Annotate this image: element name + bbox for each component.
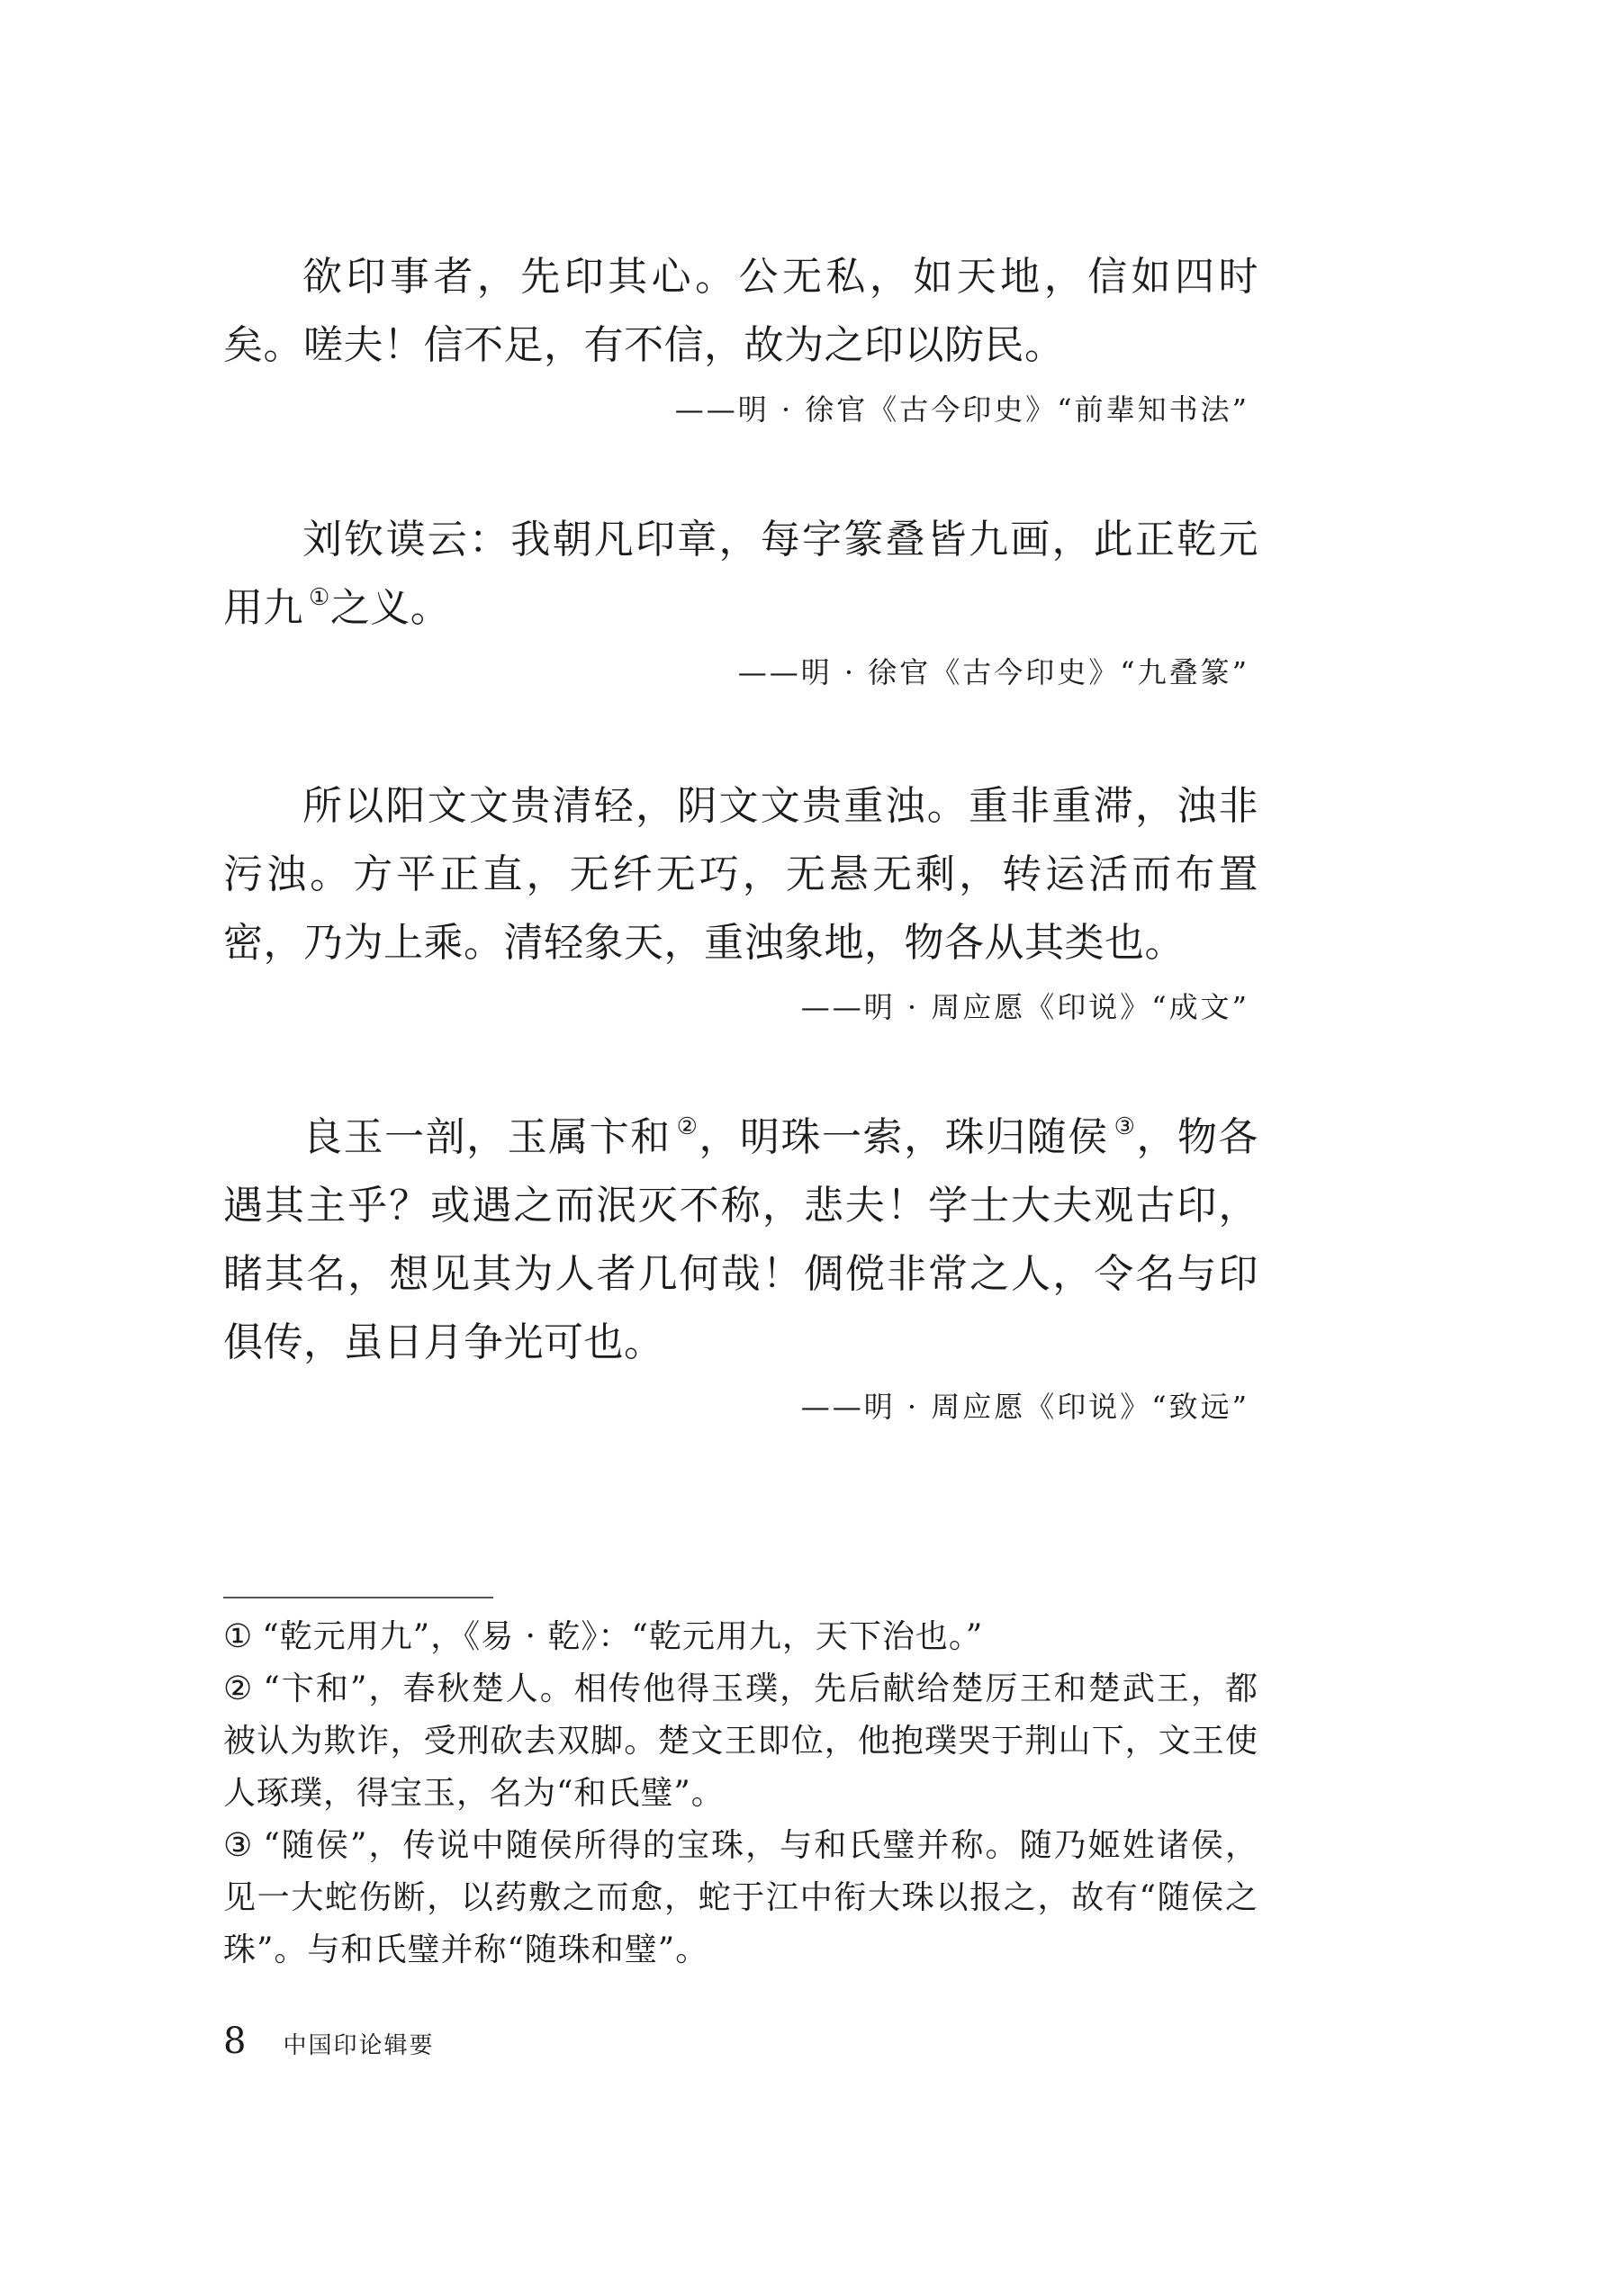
page-footer: [223, 2021, 435, 2062]
quote-text: 所以阳文文贵清轻，阴文文贵重浊。重非重滞，浊非污浊。方平正直，无纤无巧，无悬无剩，转运活而布置密，乃为上乘。清轻象天，重浊象地，物各从其类也。: [223, 783, 1258, 966]
quote-text: 欲印事者，先印其心。公无私，如天地，信如四时矣。嗟夫！信不足，有不信，故为之印以防民。: [223, 254, 1258, 368]
footnote-1: [223, 1611, 1258, 1663]
quote-text-part: 之义。: [329, 585, 451, 631]
quote-4: [223, 1103, 1258, 1426]
footnote-reference: ②: [676, 1113, 699, 1140]
quote-text: [223, 1103, 1258, 1377]
footnote-reference: ③: [1114, 1113, 1137, 1140]
quote-2: [223, 506, 1258, 691]
quote-source: ——明 · 周应愿《印说》“成文”: [800, 990, 1249, 1024]
quote-source: ——明 · 徐官《古今印史》“九叠篆”: [737, 655, 1249, 689]
quote-1: [223, 243, 1258, 428]
footnote-3: [223, 1820, 1258, 1976]
quote-text: [223, 506, 1258, 643]
footnote-text: “乾元用九”，《易 · 乾》：“乾元用九，天下治也。”: [262, 1618, 984, 1655]
footnote-mark: ③: [223, 1827, 255, 1864]
footnote-reference: ①: [309, 584, 330, 611]
quote-text-part: ，明珠一索，珠归随侯: [699, 1114, 1109, 1160]
footnote-2: [223, 1663, 1258, 1820]
quote-3: [223, 772, 1258, 1026]
footnotes: [223, 1611, 1258, 1976]
footnote-mark: ②: [223, 1670, 255, 1707]
running-title: 中国印论辑要: [283, 2032, 435, 2059]
footnote-divider: [223, 1597, 493, 1598]
quote-text-part: 刘钦谟云：我朝凡印章，每字篆叠皆九画，此正乾元用九: [223, 517, 1258, 631]
page-number: 8: [223, 2021, 247, 2062]
quote-source: ——明 · 周应愿《印说》“致远”: [800, 1390, 1249, 1424]
footnote-text: “卞和”，春秋楚人。相传他得玉璞，先后献给楚厉王和楚武王，都被认为欺诈，受刑砍去双脚。楚文王即位，他抱璞哭于荆山下，文王使人琢璞，得宝玉，名为“和氏璧”。: [223, 1670, 1258, 1812]
quote-source: ——明 · 徐官《古今印史》“前辈知书法”: [674, 392, 1249, 427]
footnote-mark: ①: [223, 1618, 254, 1655]
quote-text-part: ，物各遇其主乎？或遇之而泯灭不称，悲夫！学士大夫观古印，睹其名，想见其为人者几何哉！倜傥非常之人，令名与印俱传，虽日月争光可也。: [223, 1114, 1259, 1365]
quote-text-part: 良玉一剖，玉属卞和: [302, 1114, 672, 1160]
footnote-text: “随侯”，传说中随侯所得的宝珠，与和氏璧并称。随乃姬姓诸侯，见一大蛇伤断，以药敷之而愈，蛇于江中衔大珠以报之，故有“随侯之珠”。与和氏璧并称“随珠和璧”。: [223, 1827, 1258, 1968]
